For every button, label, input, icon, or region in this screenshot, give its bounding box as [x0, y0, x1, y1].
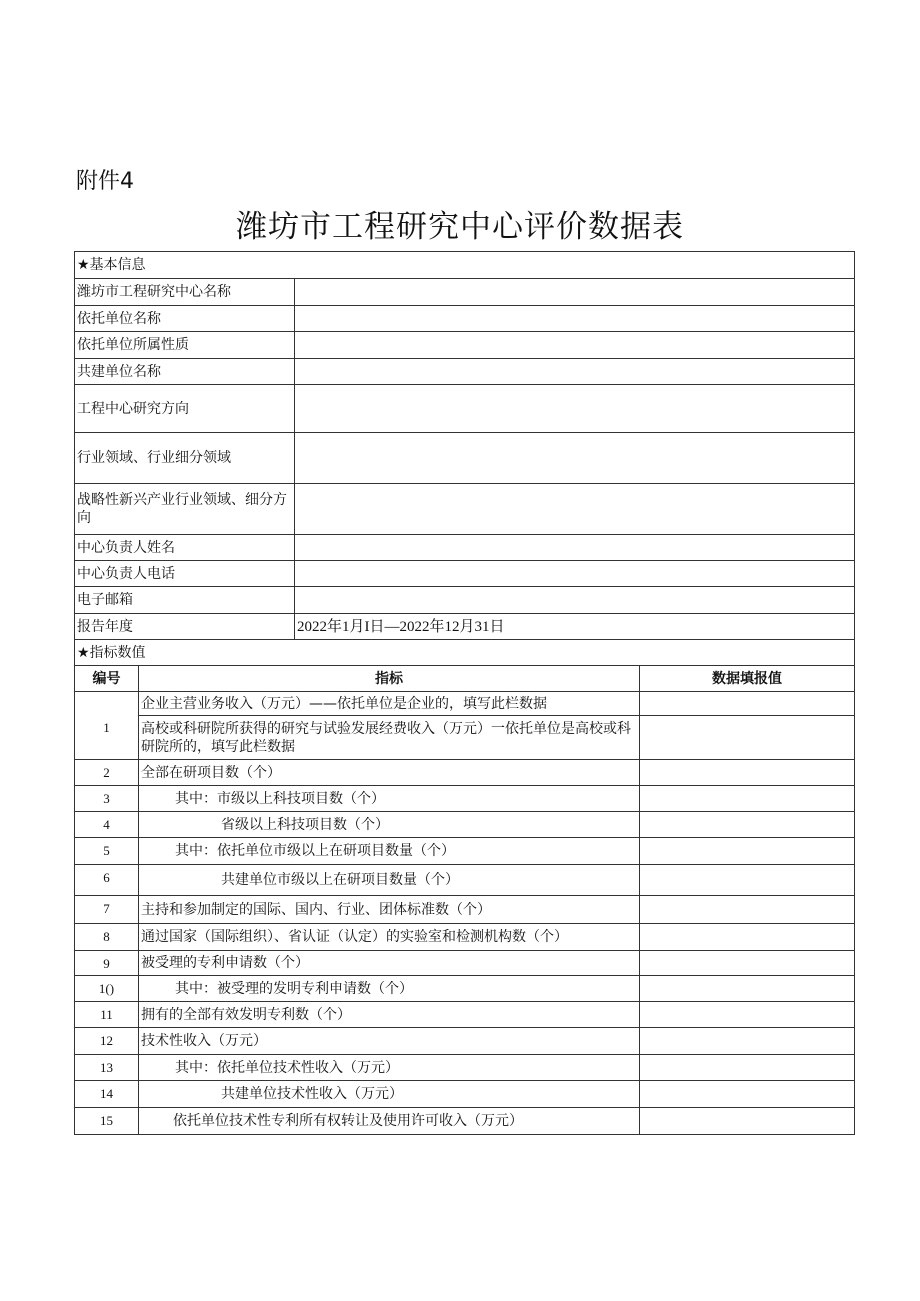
- basic-value-report-year[interactable]: 2022年1月I日—2022年12月31日: [295, 614, 855, 640]
- indicator-text: 通过国家（国际组织）、省认证（认定）的实验室和检测机构数（个）: [139, 924, 640, 951]
- indicator-value[interactable]: [640, 1002, 855, 1028]
- basic-label-strategic-industry: 战略性新兴产业行业领域、细分方向: [75, 484, 295, 535]
- basic-label-report-year: 报告年度: [75, 614, 295, 640]
- indicator-no: 14: [75, 1081, 139, 1108]
- indicator-text: 其中：市级以上科技项目数（个）: [139, 786, 640, 812]
- basic-value-co-unit[interactable]: [295, 359, 855, 385]
- section-indicators: ★指标数值: [75, 640, 855, 666]
- basic-label-host-unit: 依托单位名称: [75, 306, 295, 332]
- indicator-text: 依托单位技术性专利所有权转让及使用许可收入（万元）: [139, 1108, 640, 1135]
- indicator-no: 1: [75, 692, 139, 760]
- indicator-no: 3: [75, 786, 139, 812]
- evaluation-table: [74, 251, 855, 1135]
- indicator-no: 12: [75, 1028, 139, 1055]
- indicator-text: 省级以上科技项目数（个）: [139, 812, 640, 838]
- section-basic-info: ★基本信息: [75, 252, 855, 279]
- basic-label-host-nature: 依托单位所属性质: [75, 332, 295, 359]
- indicator-no: 6: [75, 865, 139, 896]
- indicator-text: 其中：被受理的发明专利申请数（个）: [139, 976, 640, 1002]
- indicator-value[interactable]: [640, 924, 855, 951]
- indicator-text: 共建单位市级以上在研项目数量（个）: [139, 865, 640, 896]
- indicator-no: 2: [75, 760, 139, 786]
- indicator-value[interactable]: [640, 1081, 855, 1108]
- page-title: 潍坊市工程研究中心评价数据表: [236, 209, 684, 245]
- indicator-no: 5: [75, 838, 139, 865]
- indicator-value[interactable]: [640, 692, 855, 716]
- indicator-text: 共建单位技术性收入（万元）: [139, 1081, 640, 1108]
- basic-label-center-name: 潍坊市工程研究中心名称: [75, 279, 295, 306]
- indicator-text: 被受理的专利申请数（个）: [139, 951, 640, 976]
- indicator-text: 高校或科研院所获得的研究与试验发展经费收入（万元）一依托单位是高校或科研院所的，填写此栏数据: [139, 716, 640, 760]
- indicator-no: 11: [75, 1002, 139, 1028]
- indicator-no: 7: [75, 896, 139, 924]
- indicator-text: 主持和参加制定的国际、国内、行业、团体标准数（个）: [139, 896, 640, 924]
- basic-label-research-direction: 工程中心研究方向: [75, 385, 295, 433]
- basic-value-leader-phone[interactable]: [295, 561, 855, 587]
- indicator-no: 13: [75, 1055, 139, 1081]
- basic-label-leader-phone: 中心负责人电话: [75, 561, 295, 587]
- indicator-value[interactable]: [640, 760, 855, 786]
- indicator-value[interactable]: [640, 976, 855, 1002]
- indicator-text: 企业主营业务收入（万元）——依托单位是企业的，填写此栏数据: [139, 692, 640, 716]
- basic-value-email[interactable]: [295, 587, 855, 614]
- indicator-text: 拥有的全部有效发明专利数（个）: [139, 1002, 640, 1028]
- indicator-no: 15: [75, 1108, 139, 1135]
- indicator-no: 4: [75, 812, 139, 838]
- indicator-text: 技术性收入（万元）: [139, 1028, 640, 1055]
- indicator-text: 其中：依托单位市级以上在研项目数量（个）: [139, 838, 640, 865]
- indicator-text: 其中：依托单位技术性收入（万元）: [139, 1055, 640, 1081]
- indicator-text: 全部在研项目数（个）: [139, 760, 640, 786]
- basic-label-industry-field: 行业领域、行业细分领域: [75, 433, 295, 484]
- indicator-value[interactable]: [640, 812, 855, 838]
- basic-value-center-name[interactable]: [295, 279, 855, 306]
- basic-value-industry-field[interactable]: [295, 433, 855, 484]
- indicator-value[interactable]: [640, 716, 855, 760]
- col-header-no: 编号: [75, 666, 139, 692]
- indicator-value[interactable]: [640, 1055, 855, 1081]
- basic-value-research-direction[interactable]: [295, 385, 855, 433]
- indicator-value[interactable]: [640, 1028, 855, 1055]
- basic-value-host-unit[interactable]: [295, 306, 855, 332]
- indicator-value[interactable]: [640, 896, 855, 924]
- indicator-value[interactable]: [640, 865, 855, 896]
- indicator-value[interactable]: [640, 838, 855, 865]
- indicator-no: 1(): [75, 976, 139, 1002]
- indicator-no: 8: [75, 924, 139, 951]
- indicator-no: 9: [75, 951, 139, 976]
- basic-value-leader-name[interactable]: [295, 535, 855, 561]
- attachment-label: 附件4: [76, 169, 134, 194]
- indicator-value[interactable]: [640, 1108, 855, 1135]
- basic-label-email: 电子邮箱: [75, 587, 295, 614]
- indicator-value[interactable]: [640, 951, 855, 976]
- indicator-value[interactable]: [640, 786, 855, 812]
- basic-value-strategic-industry[interactable]: [295, 484, 855, 535]
- col-header-value: 数据填报值: [640, 666, 855, 692]
- basic-label-co-unit: 共建单位名称: [75, 359, 295, 385]
- basic-label-leader-name: 中心负责人姓名: [75, 535, 295, 561]
- col-header-indicator: 指标: [139, 666, 640, 692]
- basic-value-host-nature[interactable]: [295, 332, 855, 359]
